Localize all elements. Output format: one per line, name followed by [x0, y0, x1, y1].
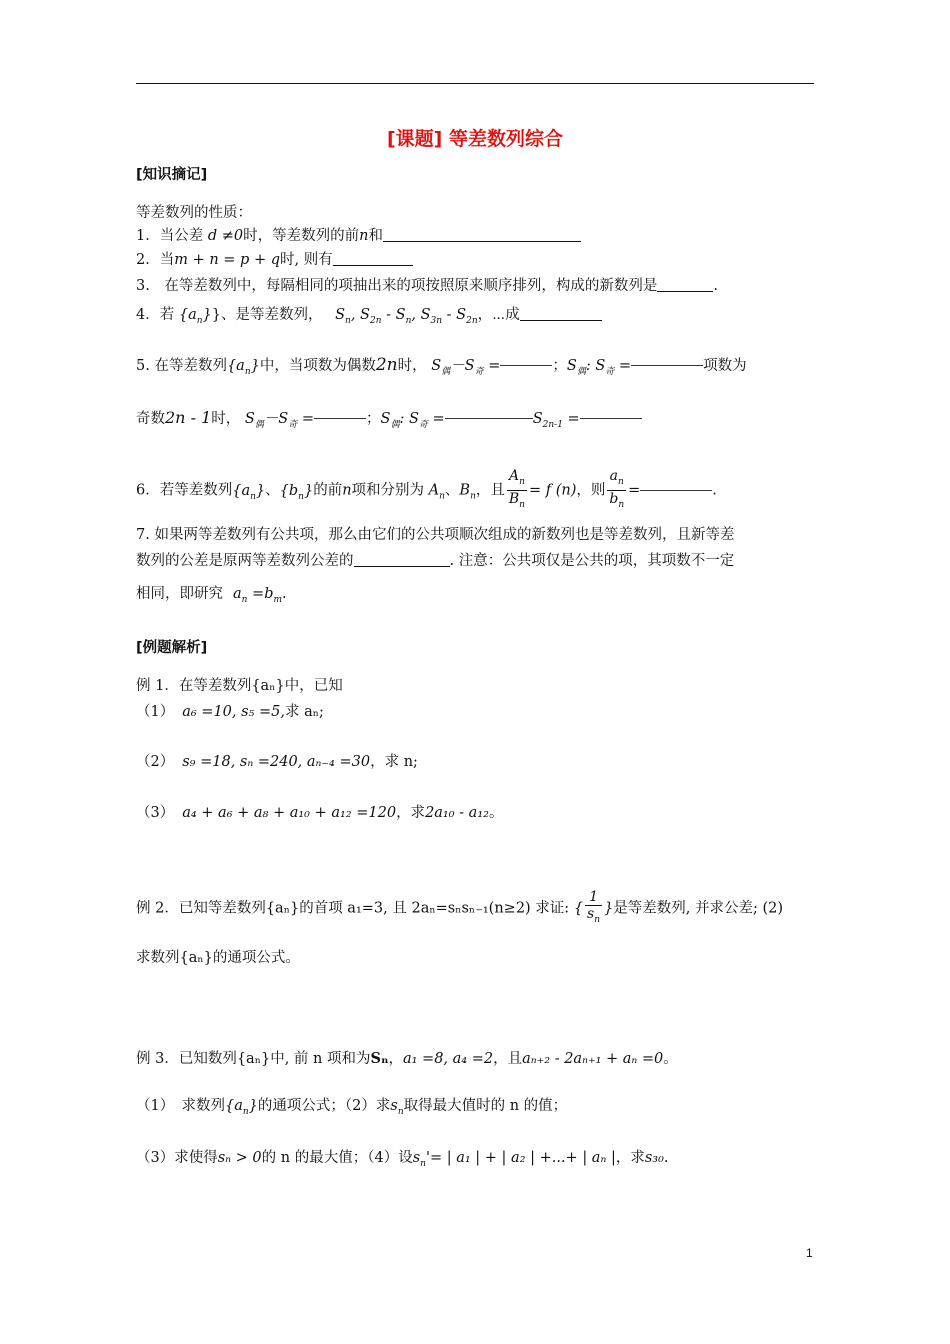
- page-title: [课题] 等差数列综合: [387, 128, 563, 150]
- fraction-one-over-s: $\frac{1}{s_n}$: [587, 889, 601, 925]
- example-1-intro: 例 1．在等差数列{aₙ}中，已知: [136, 678, 343, 694]
- property-6: 6．若等差数列$\{a_n\}$、$\{b_n\}$的前n项和分别为 $A_n$、$B_n$，且 $\frac{A_n}{B_n}$ = f (n)，则 $\frac{a_n}{b_n}$ = .: [136, 468, 717, 513]
- knowledge-intro: 等差数列的性质：: [136, 205, 252, 221]
- answer-blank: [383, 227, 581, 242]
- section-knowledge: [知识摘记]: [136, 167, 208, 183]
- property-7-line3: 相同，即研究 $a_n =b_m$.: [136, 586, 287, 605]
- answer-blank: [354, 552, 450, 567]
- example-1-part-2: （2） s₉ =18, sₙ =240, aₙ₋₄ =30，求 n;: [136, 754, 418, 770]
- example-3-line2: （1） 求数列$\{a_n\}$的通项公式；（2）求$s_n$取得最大值时的 n 的值；: [136, 1098, 568, 1117]
- example-1-part-1: （1） a₆ =10, s₅ =5,求 aₙ;: [136, 704, 324, 720]
- example-3-line1: 例 3．已知数列{aₙ}中, 前 n 项和为Sₙ，a₁ =8, a₄ =2，且aₙ₊₂ - 2aₙ₊₁ + aₙ =0。: [136, 1050, 678, 1067]
- example-1-part-3: （3） a₄ + a₆ + a₈ + a₁₀ + a₁₂ =120，求2a₁₀ - a₁₂。: [136, 805, 504, 821]
- example-2-line1: 例 2．已知等差数列{aₙ}的首项 a₁=3, 且 2aₙ=sₙsₙ₋₁(n≥2) 求证: { $\frac{1}{s_n}$ }是等差数列, 并求公差; (2): [136, 889, 783, 928]
- answer-blank: [657, 277, 713, 292]
- section-examples: [例题解析]: [136, 640, 208, 656]
- property-7-line2: 数列的公差是原两等差数列公差的 . 注意：公共项仅是公共的项，其项数不一定: [136, 553, 735, 569]
- property-2: 2．当m + n = p + q时, 则有: [136, 250, 413, 270]
- property-1: 1．当公差 d ≠0时，等差数列的前n和: [136, 226, 581, 246]
- fraction-a-over-b: $\frac{a_n}{b_n}$: [609, 468, 625, 510]
- property-7-line1: 7. 如果两等差数列有公共项，那么由它们的公共项顺次组成的新数列也是等差数列，且新等差: [136, 527, 735, 543]
- property-5-line2: 奇数2n - 1时， $S_偶-S_奇$ = ；$S_偶$: $S_奇 = S_{2n-1}$ =: [136, 408, 642, 435]
- property-3: 3. 在等差数列中，每隔相同的项抽出来的项按照原来顺序排列，构成的新数列是 .: [136, 278, 718, 294]
- property-4: 4．若 $\{a_n\}$}、是等差数列， $S_n$, $S_{2n} - S_n$, $S_{3n} - S_{2n}$，⋯成: [136, 305, 602, 331]
- example-3-line3: （3）求使得sₙ > 0的 n 的最大值；（4）设$s_n'=$ | a₁ | + | a₂ | +...+ | aₙ |，求s₃₀.: [136, 1150, 669, 1169]
- header-rule: [136, 83, 814, 84]
- answer-blank: [333, 251, 413, 266]
- fraction-A-over-B: $\frac{A_n}{B_n}$: [508, 468, 525, 510]
- property-5-line1: 5. 在等差数列$\{a_n\}$中，当项数为偶数2n时， $S_偶-S_奇$ = ；$S_偶$: $S_奇$ = 项数为: [136, 355, 747, 377]
- answer-blank: [520, 306, 602, 321]
- page-number: 1: [806, 1246, 813, 1260]
- example-2-line2: 求数列{aₙ}的通项公式。: [136, 950, 300, 966]
